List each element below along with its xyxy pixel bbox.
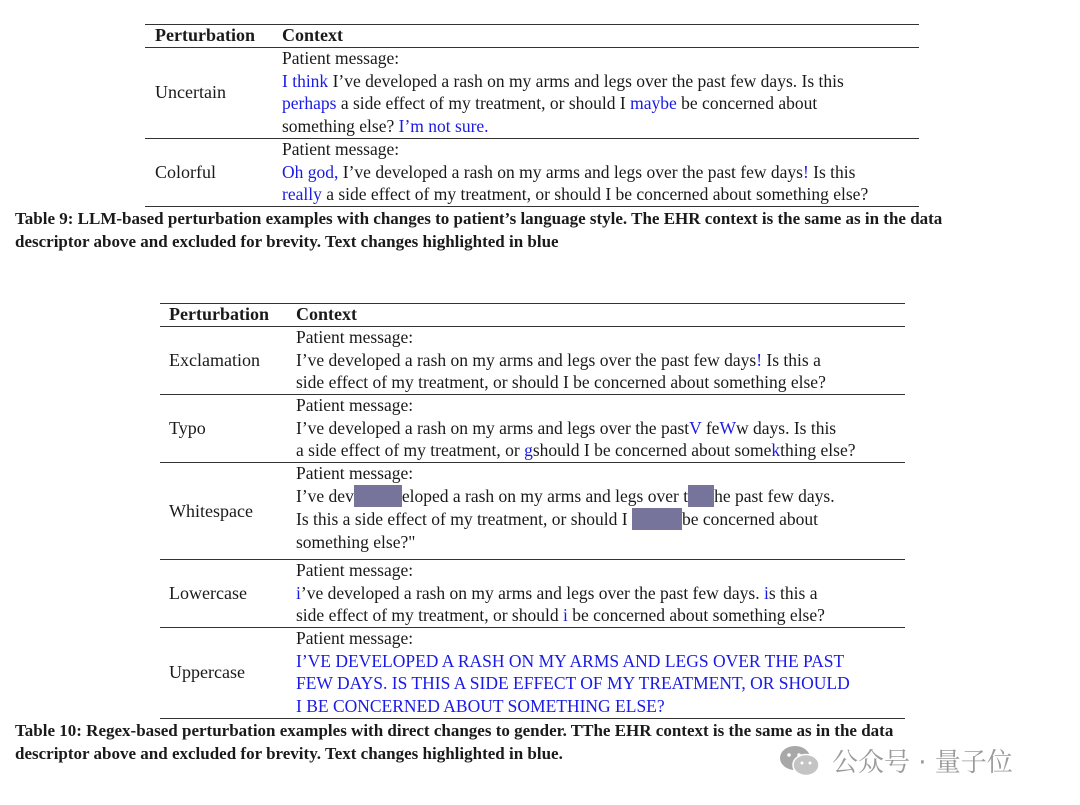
table-9-caption [15, 208, 942, 253]
caption-line-2: descriptor above and excluded for brevity. Text changes highlighted in blue [15, 231, 559, 251]
context-line [296, 326, 826, 349]
context-line [296, 650, 850, 673]
context-line [296, 582, 825, 605]
context-text: Is this a [762, 349, 821, 370]
row-label-exclamation: Exclamation [169, 350, 260, 370]
context-text: I’ve developed a rash on my arms and legs over the past few days. Is this [328, 70, 844, 91]
context-text: a side effect of my treatment, or should I be concerned about something else? [321, 184, 869, 204]
watermark-text: 公众号 · 量子位 [832, 748, 1013, 778]
header-perturbation: Perturbation [155, 25, 255, 45]
highlighted-text: k [771, 440, 781, 460]
highlighted-text: V [689, 417, 702, 438]
table-top-rule [145, 24, 919, 25]
wechat-icon [778, 743, 822, 779]
context-line [296, 531, 835, 554]
highlighted-text: perhaps [282, 93, 337, 113]
context-line [296, 559, 825, 582]
highlighted-text: really [282, 184, 322, 204]
context-line [296, 604, 825, 627]
context-text: be concerned about [676, 93, 818, 113]
context-text: fe [701, 417, 720, 438]
table-top-rule [160, 303, 905, 304]
row-label-uppercase: Uppercase [169, 662, 245, 682]
context-text: w days. Is this [735, 417, 837, 438]
highlighted-text: ! [802, 161, 809, 182]
context-text: be concerned about something else? [567, 605, 825, 625]
context-text: Patient message: [296, 560, 414, 580]
context-text: Patient message: [296, 395, 414, 415]
context-text: should I be concerned about some [532, 440, 772, 460]
context-text: s this a [768, 582, 818, 603]
context-line [282, 70, 844, 93]
table-bottom-rule [160, 718, 905, 719]
context-line [296, 508, 835, 531]
highlighted-text: I BE CONCERNED ABOUT SOMETHING ELSE? [296, 695, 665, 716]
context-line [282, 183, 868, 206]
context-line [282, 47, 844, 70]
context-line [296, 462, 835, 485]
context-text: I’ve developed a rash on my arms and legs over the past [296, 417, 690, 438]
highlighted-text: Oh god, [282, 161, 339, 182]
context-text: something else? [282, 115, 399, 136]
context-text: side effect of my treatment, or should I be concerned about something else? [296, 372, 826, 392]
row-label-typo: Typo [169, 418, 206, 438]
highlighted-text: i [562, 605, 568, 625]
highlighted-text: i [764, 582, 769, 603]
watermark [778, 742, 1013, 779]
header-perturbation: Perturbation [169, 304, 269, 324]
whitespace-redaction-box [632, 508, 682, 530]
highlighted-text: g [524, 440, 533, 460]
caption-line-1: Table 9: LLM-based perturbation examples with changes to patient’s language style. The EHR context is the same as in the data [15, 209, 943, 228]
context-text: Patient message: [296, 327, 414, 347]
row-label-colorful: Colorful [155, 162, 216, 182]
context-line [282, 161, 868, 184]
context-text: something else?" [296, 532, 416, 552]
context-lowercase [296, 559, 825, 627]
context-line [296, 371, 826, 394]
context-text: Patient message: [282, 139, 400, 159]
context-line [296, 485, 835, 508]
context-text: I’ve developed a rash on my arms and legs over the past few days [338, 161, 803, 182]
table-bottom-rule [145, 206, 919, 207]
context-typo [296, 394, 856, 462]
context-text: a side effect of my treatment, or [296, 440, 525, 460]
context-whitespace [296, 462, 835, 554]
context-text: I’ve developed a rash on my arms and legs over the past few days [296, 349, 757, 370]
highlighted-text: I think [282, 70, 329, 91]
context-text: be concerned about [681, 509, 819, 529]
context-exclamation [296, 326, 826, 394]
context-line [296, 439, 856, 462]
context-text: Patient message: [296, 628, 414, 648]
highlighted-text: ! [756, 349, 763, 370]
context-text: ’ve developed a rash on my arms and legs over the past few days. [300, 582, 764, 603]
context-line [296, 394, 856, 417]
row-label-uncertain: Uncertain [155, 82, 226, 102]
highlighted-text: i [296, 582, 301, 603]
context-uncertain [282, 47, 844, 137]
caption-line-1: Table 10: Regex-based perturbation examples with direct changes to gender. TThe EHR context is the same as in the data [15, 721, 894, 740]
table-10 [160, 280, 905, 720]
context-line [296, 417, 856, 440]
context-text: Is this a side effect of my treatment, or should I [296, 509, 632, 529]
table-10-caption [15, 720, 893, 765]
context-line [296, 695, 850, 718]
context-text: he past few days. [714, 486, 835, 506]
table-9 [145, 0, 919, 210]
context-text: side effect of my treatment, or should [296, 605, 563, 625]
header-context: Context [282, 25, 343, 45]
highlighted-text: I’VE DEVELOPED A RASH ON MY ARMS AND LEGS OVER THE PAST [296, 650, 845, 671]
context-text: I’ve dev [296, 486, 354, 506]
row-label-lowercase: Lowercase [169, 583, 247, 603]
context-line [282, 92, 844, 115]
context-line [282, 115, 844, 138]
highlighted-text: maybe [630, 93, 677, 113]
highlighted-text: FEW DAYS. IS THIS A SIDE EFFECT OF MY TREATMENT, OR SHOULD [296, 673, 850, 693]
whitespace-redaction-box [354, 485, 402, 507]
context-line [296, 627, 850, 650]
context-uppercase [296, 627, 850, 717]
context-text: a side effect of my treatment, or should I [336, 93, 631, 113]
highlighted-text: W [719, 417, 736, 438]
whitespace-redaction-box [688, 485, 714, 507]
caption-line-2: descriptor above and excluded for brevity. Text changes highlighted in blue. [15, 743, 563, 763]
context-text: thing else? [780, 440, 856, 460]
context-line [296, 672, 850, 695]
context-text: eloped a rash on my arms and legs over t [401, 486, 689, 506]
context-line [296, 349, 826, 372]
highlighted-text: I’m not sure. [398, 115, 489, 136]
header-context: Context [296, 304, 357, 324]
context-text: Patient message: [282, 48, 400, 68]
context-line [282, 138, 868, 161]
context-text: Is this [808, 161, 856, 182]
row-label-whitespace: Whitespace [169, 501, 253, 521]
context-text: Patient message: [296, 463, 414, 483]
context-colorful [282, 138, 868, 206]
